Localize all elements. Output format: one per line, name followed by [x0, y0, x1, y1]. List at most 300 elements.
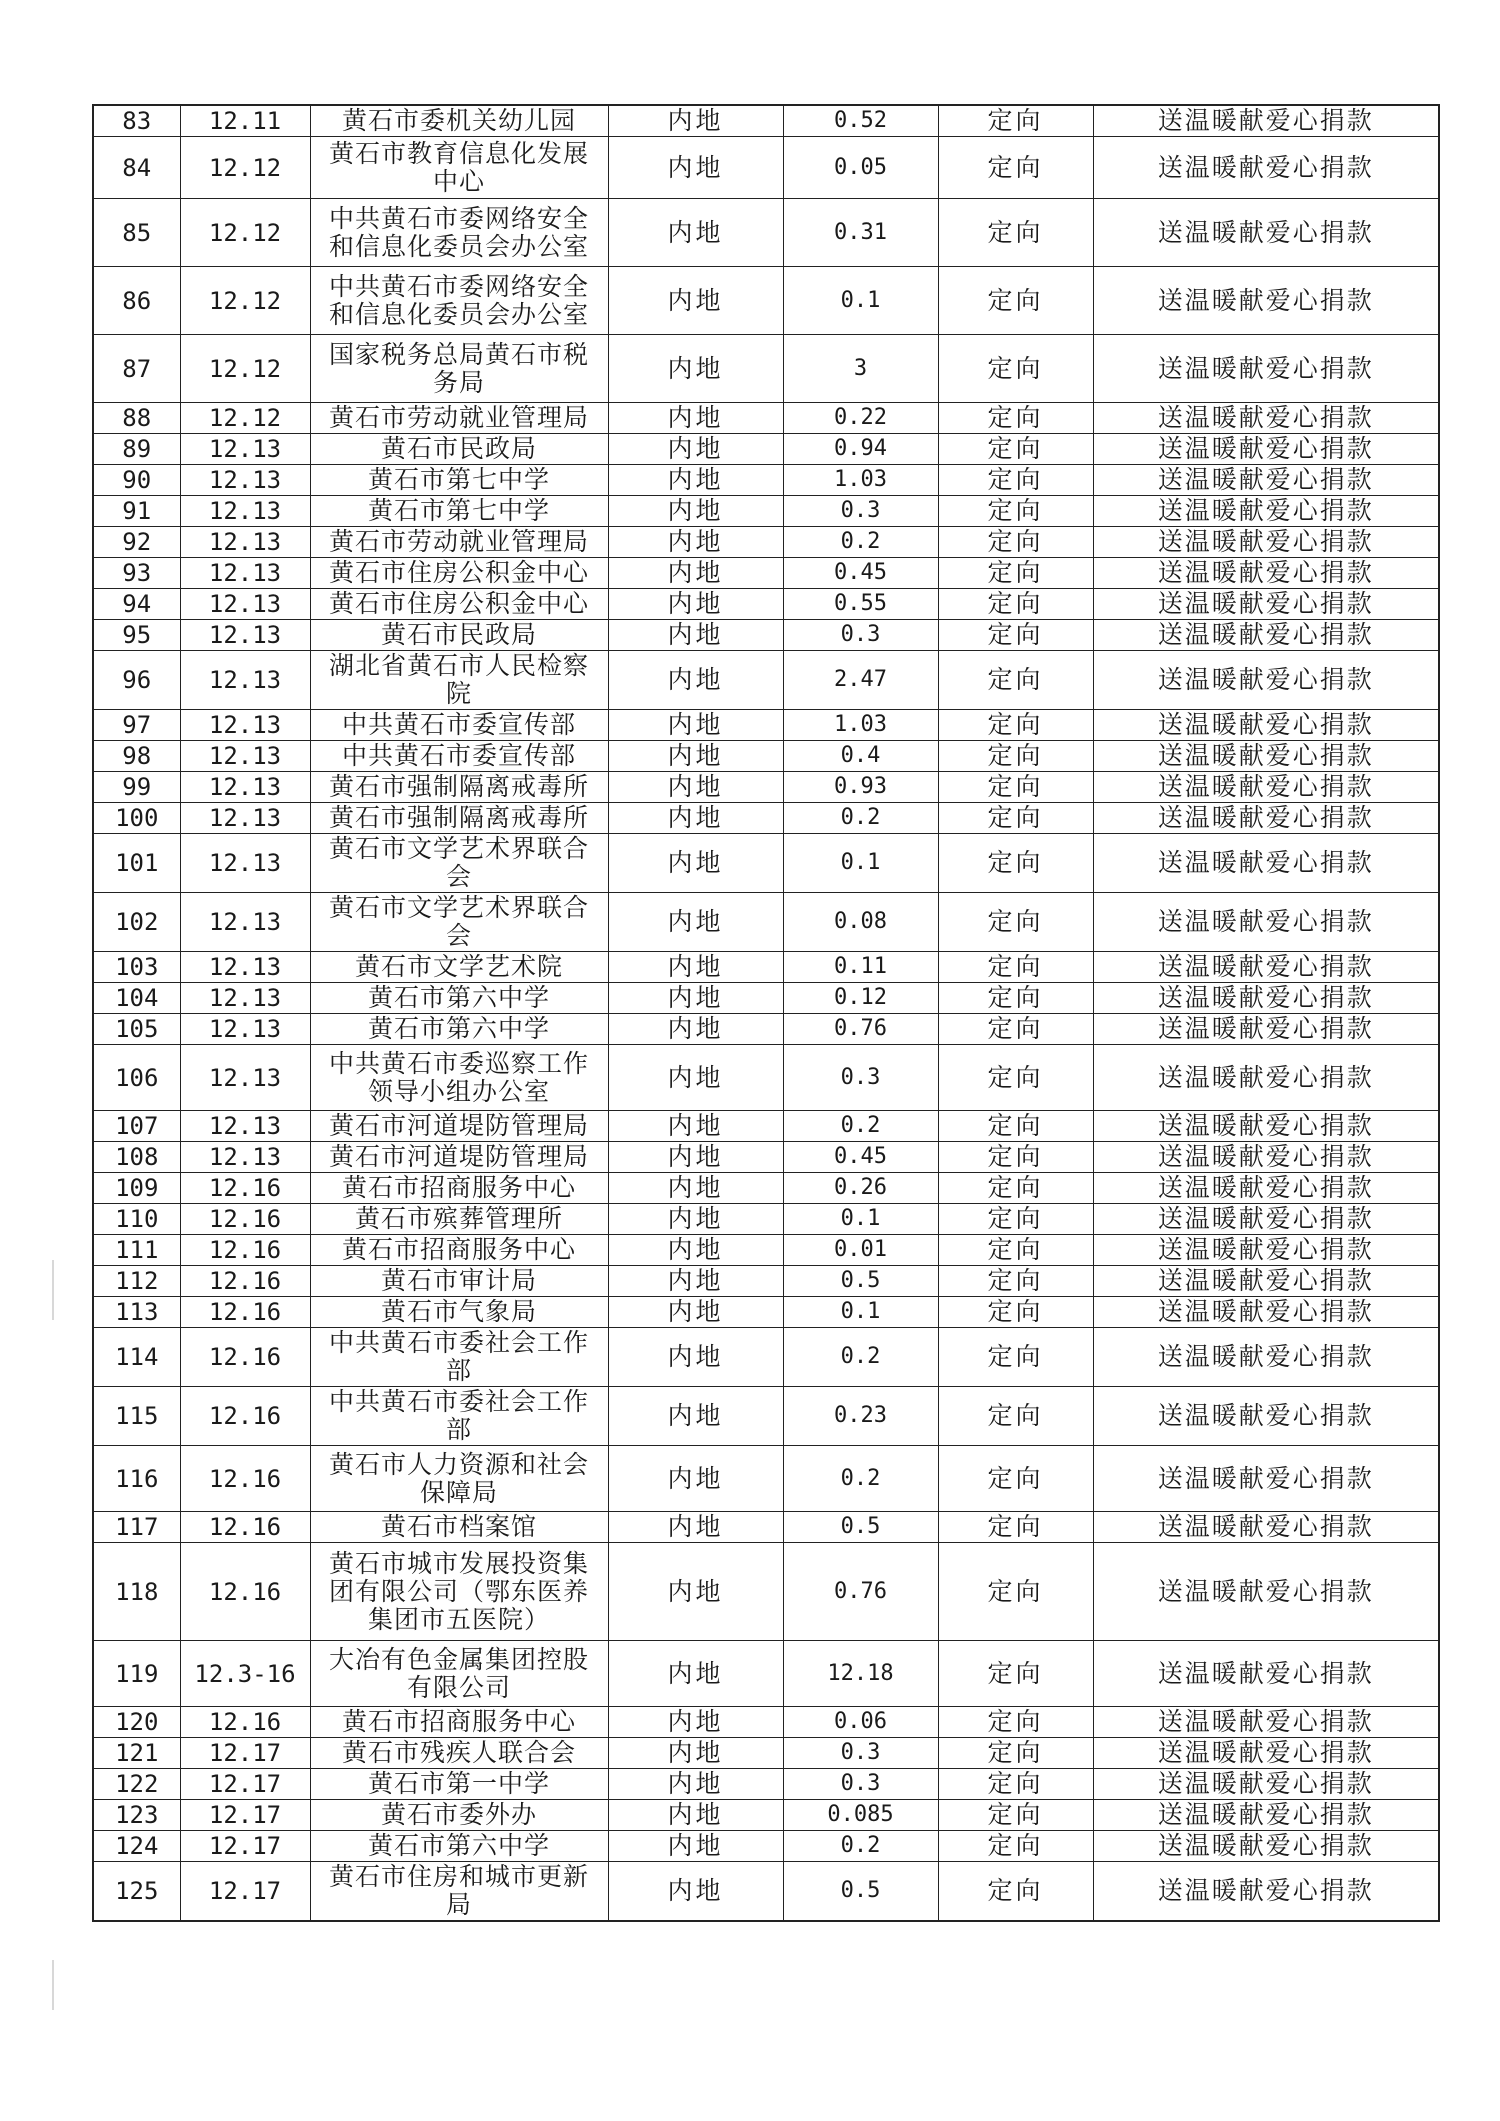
row-number-cell: 121	[93, 1738, 180, 1769]
donor-region-cell: 内地	[608, 651, 783, 710]
donor-unit-cell: 黄石市河道堤防管理局	[310, 1111, 608, 1142]
donor-region-cell: 内地	[608, 589, 783, 620]
donor-region-cell: 内地	[608, 335, 783, 403]
donation-type-cell: 定向	[938, 1142, 1093, 1173]
donation-amount-cell: 0.06	[783, 1707, 938, 1738]
donation-type-cell: 定向	[938, 620, 1093, 651]
donation-date-cell: 12.13	[180, 589, 310, 620]
donation-date-cell: 12.13	[180, 465, 310, 496]
row-number-cell: 98	[93, 741, 180, 772]
donation-purpose-cell: 送温暖献爱心捐款	[1093, 710, 1439, 741]
donation-date-cell: 12.16	[180, 1328, 310, 1387]
donation-purpose-cell: 送温暖献爱心捐款	[1093, 137, 1439, 199]
donation-amount-cell: 0.3	[783, 1045, 938, 1111]
donor-unit-cell: 黄石市第六中学	[310, 1831, 608, 1862]
donation-amount-cell: 3	[783, 335, 938, 403]
donor-region-cell: 内地	[608, 620, 783, 651]
donor-unit-cell: 黄石市强制隔离戒毒所	[310, 803, 608, 834]
donation-purpose-cell: 送温暖献爱心捐款	[1093, 1297, 1439, 1328]
donor-unit-cell: 黄石市劳动就业管理局	[310, 527, 608, 558]
donation-type-cell: 定向	[938, 1512, 1093, 1543]
donation-date-cell: 12.12	[180, 199, 310, 267]
donation-date-cell: 12.13	[180, 651, 310, 710]
donation-type-cell: 定向	[938, 1862, 1093, 1922]
donation-amount-cell: 0.22	[783, 403, 938, 434]
donation-date-cell: 12.13	[180, 710, 310, 741]
donation-amount-cell: 0.45	[783, 558, 938, 589]
donation-amount-cell: 0.3	[783, 496, 938, 527]
donor-region-cell: 内地	[608, 772, 783, 803]
donation-amount-cell: 1.03	[783, 710, 938, 741]
table-row	[93, 527, 1439, 558]
row-number-cell: 112	[93, 1266, 180, 1297]
row-number-cell: 101	[93, 834, 180, 893]
donor-unit-cell: 黄石市委机关幼儿园	[310, 105, 608, 137]
donation-date-cell: 12.13	[180, 527, 310, 558]
donation-amount-cell: 0.1	[783, 1297, 938, 1328]
donation-amount-cell: 0.085	[783, 1800, 938, 1831]
donation-purpose-cell: 送温暖献爱心捐款	[1093, 1641, 1439, 1707]
donation-type-cell: 定向	[938, 1738, 1093, 1769]
donation-purpose-cell: 送温暖献爱心捐款	[1093, 1204, 1439, 1235]
table-row	[93, 803, 1439, 834]
donation-amount-cell: 0.45	[783, 1142, 938, 1173]
donation-type-cell: 定向	[938, 1446, 1093, 1512]
row-number-cell: 96	[93, 651, 180, 710]
donation-type-cell: 定向	[938, 1707, 1093, 1738]
donor-unit-cell: 黄石市住房和城市更新局	[310, 1862, 608, 1922]
table-row	[93, 741, 1439, 772]
donor-region-cell: 内地	[608, 1235, 783, 1266]
donation-purpose-cell: 送温暖献爱心捐款	[1093, 1543, 1439, 1641]
donation-type-cell: 定向	[938, 335, 1093, 403]
donation-purpose-cell: 送温暖献爱心捐款	[1093, 1738, 1439, 1769]
row-number-cell: 124	[93, 1831, 180, 1862]
donor-region-cell: 内地	[608, 1045, 783, 1111]
donation-type-cell: 定向	[938, 496, 1093, 527]
donation-date-cell: 12.12	[180, 267, 310, 335]
row-number-cell: 116	[93, 1446, 180, 1512]
row-number-cell: 102	[93, 893, 180, 952]
donation-amount-cell: 0.76	[783, 1543, 938, 1641]
table-row	[93, 199, 1439, 267]
row-number-cell: 91	[93, 496, 180, 527]
donation-amount-cell: 0.3	[783, 620, 938, 651]
donor-region-cell: 内地	[608, 267, 783, 335]
donation-date-cell: 12.13	[180, 1142, 310, 1173]
donation-purpose-cell: 送温暖献爱心捐款	[1093, 527, 1439, 558]
donor-region-cell: 内地	[608, 893, 783, 952]
donation-amount-cell: 0.4	[783, 741, 938, 772]
donation-purpose-cell: 送温暖献爱心捐款	[1093, 496, 1439, 527]
donor-unit-cell: 黄石市文学艺术院	[310, 952, 608, 983]
donor-unit-cell: 中共黄石市委社会工作部	[310, 1328, 608, 1387]
donation-amount-cell: 0.5	[783, 1512, 938, 1543]
donation-date-cell: 12.16	[180, 1543, 310, 1641]
donor-unit-cell: 黄石市强制隔离戒毒所	[310, 772, 608, 803]
donation-type-cell: 定向	[938, 1266, 1093, 1297]
donation-type-cell: 定向	[938, 558, 1093, 589]
table-row	[93, 1266, 1439, 1297]
donor-unit-cell: 中共黄石市委宣传部	[310, 741, 608, 772]
donation-purpose-cell: 送温暖献爱心捐款	[1093, 465, 1439, 496]
donation-type-cell: 定向	[938, 1387, 1093, 1446]
table-row	[93, 1014, 1439, 1045]
donation-date-cell: 12.13	[180, 952, 310, 983]
table-row	[93, 651, 1439, 710]
donor-unit-cell: 黄石市招商服务中心	[310, 1173, 608, 1204]
donation-type-cell: 定向	[938, 105, 1093, 137]
row-number-cell: 115	[93, 1387, 180, 1446]
donor-region-cell: 内地	[608, 1111, 783, 1142]
table-row	[93, 137, 1439, 199]
donation-purpose-cell: 送温暖献爱心捐款	[1093, 1142, 1439, 1173]
donor-unit-cell: 黄石市住房公积金中心	[310, 558, 608, 589]
donation-amount-cell: 0.2	[783, 1446, 938, 1512]
donation-type-cell: 定向	[938, 1045, 1093, 1111]
donor-region-cell: 内地	[608, 983, 783, 1014]
donation-amount-cell: 0.55	[783, 589, 938, 620]
donor-unit-cell: 黄石市第七中学	[310, 496, 608, 527]
row-number-cell: 110	[93, 1204, 180, 1235]
table-row	[93, 105, 1439, 137]
donation-date-cell: 12.17	[180, 1862, 310, 1922]
table-row	[93, 1111, 1439, 1142]
donation-purpose-cell: 送温暖献爱心捐款	[1093, 1862, 1439, 1922]
donation-type-cell: 定向	[938, 1800, 1093, 1831]
donor-unit-cell: 国家税务总局黄石市税务局	[310, 335, 608, 403]
row-number-cell: 107	[93, 1111, 180, 1142]
donor-unit-cell: 黄石市城市发展投资集团有限公司（鄂东医养集团市五医院）	[310, 1543, 608, 1641]
donor-region-cell: 内地	[608, 741, 783, 772]
donation-type-cell: 定向	[938, 1328, 1093, 1387]
donation-type-cell: 定向	[938, 1014, 1093, 1045]
scan-edge-mark	[52, 1960, 54, 2010]
table-row	[93, 403, 1439, 434]
table-row	[93, 335, 1439, 403]
row-number-cell: 106	[93, 1045, 180, 1111]
donor-unit-cell: 黄石市民政局	[310, 434, 608, 465]
donor-unit-cell: 中共黄石市委宣传部	[310, 710, 608, 741]
donation-purpose-cell: 送温暖献爱心捐款	[1093, 558, 1439, 589]
donation-amount-cell: 0.12	[783, 983, 938, 1014]
donor-region-cell: 内地	[608, 834, 783, 893]
donor-region-cell: 内地	[608, 1173, 783, 1204]
donor-region-cell: 内地	[608, 465, 783, 496]
row-number-cell: 114	[93, 1328, 180, 1387]
donation-amount-cell: 0.26	[783, 1173, 938, 1204]
donation-purpose-cell: 送温暖献爱心捐款	[1093, 1111, 1439, 1142]
row-number-cell: 109	[93, 1173, 180, 1204]
donation-date-cell: 12.17	[180, 1738, 310, 1769]
donor-region-cell: 内地	[608, 1297, 783, 1328]
row-number-cell: 117	[93, 1512, 180, 1543]
row-number-cell: 99	[93, 772, 180, 803]
donor-region-cell: 内地	[608, 105, 783, 137]
donation-purpose-cell: 送温暖献爱心捐款	[1093, 1446, 1439, 1512]
table-row	[93, 1707, 1439, 1738]
donation-amount-cell: 0.11	[783, 952, 938, 983]
table-row	[93, 1641, 1439, 1707]
donation-purpose-cell: 送温暖献爱心捐款	[1093, 772, 1439, 803]
donation-amount-cell: 0.76	[783, 1014, 938, 1045]
donation-amount-cell: 0.5	[783, 1862, 938, 1922]
donor-region-cell: 内地	[608, 710, 783, 741]
donation-purpose-cell: 送温暖献爱心捐款	[1093, 1387, 1439, 1446]
donation-purpose-cell: 送温暖献爱心捐款	[1093, 1707, 1439, 1738]
donation-purpose-cell: 送温暖献爱心捐款	[1093, 834, 1439, 893]
donation-purpose-cell: 送温暖献爱心捐款	[1093, 651, 1439, 710]
donation-date-cell: 12.13	[180, 558, 310, 589]
donor-unit-cell: 黄石市委外办	[310, 1800, 608, 1831]
donation-purpose-cell: 送温暖献爱心捐款	[1093, 741, 1439, 772]
row-number-cell: 88	[93, 403, 180, 434]
donation-purpose-cell: 送温暖献爱心捐款	[1093, 589, 1439, 620]
donation-type-cell: 定向	[938, 1173, 1093, 1204]
donation-amount-cell: 0.01	[783, 1235, 938, 1266]
donor-unit-cell: 黄石市第七中学	[310, 465, 608, 496]
row-number-cell: 89	[93, 434, 180, 465]
row-number-cell: 86	[93, 267, 180, 335]
donation-date-cell: 12.12	[180, 137, 310, 199]
donation-ledger-table	[92, 104, 1440, 1922]
donor-unit-cell: 黄石市招商服务中心	[310, 1235, 608, 1266]
donation-type-cell: 定向	[938, 1204, 1093, 1235]
donation-amount-cell: 0.3	[783, 1738, 938, 1769]
table-row	[93, 1769, 1439, 1800]
donation-purpose-cell: 送温暖献爱心捐款	[1093, 1800, 1439, 1831]
donor-region-cell: 内地	[608, 1707, 783, 1738]
donor-unit-cell: 黄石市民政局	[310, 620, 608, 651]
donor-unit-cell: 黄石市第一中学	[310, 1769, 608, 1800]
donor-unit-cell: 中共黄石市委网络安全和信息化委员会办公室	[310, 267, 608, 335]
row-number-cell: 118	[93, 1543, 180, 1641]
donation-amount-cell: 0.2	[783, 1111, 938, 1142]
donation-amount-cell: 0.2	[783, 1328, 938, 1387]
donation-date-cell: 12.13	[180, 983, 310, 1014]
donation-type-cell: 定向	[938, 834, 1093, 893]
donation-purpose-cell: 送温暖献爱心捐款	[1093, 403, 1439, 434]
donor-unit-cell: 湖北省黄石市人民检察院	[310, 651, 608, 710]
donation-purpose-cell: 送温暖献爱心捐款	[1093, 1235, 1439, 1266]
donor-unit-cell: 黄石市气象局	[310, 1297, 608, 1328]
donor-unit-cell: 黄石市招商服务中心	[310, 1707, 608, 1738]
donor-region-cell: 内地	[608, 558, 783, 589]
donation-amount-cell: 0.52	[783, 105, 938, 137]
donor-unit-cell: 黄石市住房公积金中心	[310, 589, 608, 620]
donor-region-cell: 内地	[608, 1862, 783, 1922]
table-row	[93, 620, 1439, 651]
donation-type-cell: 定向	[938, 1769, 1093, 1800]
row-number-cell: 123	[93, 1800, 180, 1831]
table-row	[93, 434, 1439, 465]
donor-unit-cell: 黄石市第六中学	[310, 1014, 608, 1045]
donation-type-cell: 定向	[938, 199, 1093, 267]
donation-purpose-cell: 送温暖献爱心捐款	[1093, 105, 1439, 137]
donation-purpose-cell: 送温暖献爱心捐款	[1093, 434, 1439, 465]
row-number-cell: 95	[93, 620, 180, 651]
donor-unit-cell: 黄石市河道堤防管理局	[310, 1142, 608, 1173]
table-row	[93, 1831, 1439, 1862]
donation-date-cell: 12.13	[180, 620, 310, 651]
donor-region-cell: 内地	[608, 1014, 783, 1045]
donation-amount-cell: 0.2	[783, 1831, 938, 1862]
donor-unit-cell: 黄石市殡葬管理所	[310, 1204, 608, 1235]
row-number-cell: 111	[93, 1235, 180, 1266]
donor-unit-cell: 黄石市人力资源和社会保障局	[310, 1446, 608, 1512]
table-row	[93, 983, 1439, 1014]
donation-amount-cell: 0.93	[783, 772, 938, 803]
donation-date-cell: 12.13	[180, 1014, 310, 1045]
donor-region-cell: 内地	[608, 1738, 783, 1769]
table-row	[93, 1328, 1439, 1387]
ledger-body	[93, 105, 1439, 1921]
donation-type-cell: 定向	[938, 983, 1093, 1014]
row-number-cell: 119	[93, 1641, 180, 1707]
row-number-cell: 97	[93, 710, 180, 741]
donor-region-cell: 内地	[608, 527, 783, 558]
donation-type-cell: 定向	[938, 1831, 1093, 1862]
donation-date-cell: 12.13	[180, 803, 310, 834]
donation-amount-cell: 0.5	[783, 1266, 938, 1297]
donation-type-cell: 定向	[938, 137, 1093, 199]
row-number-cell: 105	[93, 1014, 180, 1045]
donor-unit-cell: 黄石市文学艺术界联合会	[310, 893, 608, 952]
table-row	[93, 1446, 1439, 1512]
donor-unit-cell: 黄石市档案馆	[310, 1512, 608, 1543]
donation-type-cell: 定向	[938, 465, 1093, 496]
donation-purpose-cell: 送温暖献爱心捐款	[1093, 983, 1439, 1014]
donation-type-cell: 定向	[938, 1111, 1093, 1142]
donation-amount-cell: 1.03	[783, 465, 938, 496]
row-number-cell: 87	[93, 335, 180, 403]
donation-date-cell: 12.17	[180, 1769, 310, 1800]
donor-region-cell: 内地	[608, 803, 783, 834]
donation-date-cell: 12.13	[180, 1045, 310, 1111]
donation-amount-cell: 0.1	[783, 1204, 938, 1235]
table-row	[93, 465, 1439, 496]
donation-amount-cell: 0.94	[783, 434, 938, 465]
table-row	[93, 834, 1439, 893]
donation-date-cell: 12.17	[180, 1831, 310, 1862]
scan-edge-mark	[52, 1260, 54, 1320]
donation-type-cell: 定向	[938, 527, 1093, 558]
table-row	[93, 1800, 1439, 1831]
table-row	[93, 1173, 1439, 1204]
donation-date-cell: 12.13	[180, 434, 310, 465]
donation-amount-cell: 0.3	[783, 1769, 938, 1800]
donation-type-cell: 定向	[938, 1543, 1093, 1641]
donation-purpose-cell: 送温暖献爱心捐款	[1093, 1173, 1439, 1204]
donation-date-cell: 12.13	[180, 496, 310, 527]
row-number-cell: 113	[93, 1297, 180, 1328]
row-number-cell: 92	[93, 527, 180, 558]
donation-amount-cell: 0.05	[783, 137, 938, 199]
table-row	[93, 1204, 1439, 1235]
donor-region-cell: 内地	[608, 952, 783, 983]
donor-region-cell: 内地	[608, 199, 783, 267]
donation-type-cell: 定向	[938, 952, 1093, 983]
row-number-cell: 94	[93, 589, 180, 620]
row-number-cell: 103	[93, 952, 180, 983]
donor-region-cell: 内地	[608, 1512, 783, 1543]
donation-type-cell: 定向	[938, 651, 1093, 710]
donation-purpose-cell: 送温暖献爱心捐款	[1093, 1512, 1439, 1543]
donation-type-cell: 定向	[938, 1641, 1093, 1707]
donation-date-cell: 12.12	[180, 335, 310, 403]
row-number-cell: 83	[93, 105, 180, 137]
donor-unit-cell: 大冶有色金属集团控股有限公司	[310, 1641, 608, 1707]
table-row	[93, 1235, 1439, 1266]
donor-unit-cell: 黄石市文学艺术界联合会	[310, 834, 608, 893]
table-row	[93, 496, 1439, 527]
table-row	[93, 1738, 1439, 1769]
donation-date-cell: 12.16	[180, 1235, 310, 1266]
donation-purpose-cell: 送温暖献爱心捐款	[1093, 952, 1439, 983]
row-number-cell: 93	[93, 558, 180, 589]
donation-type-cell: 定向	[938, 1297, 1093, 1328]
donation-amount-cell: 0.2	[783, 527, 938, 558]
table-row	[93, 1297, 1439, 1328]
donation-type-cell: 定向	[938, 267, 1093, 335]
donor-region-cell: 内地	[608, 1328, 783, 1387]
donor-region-cell: 内地	[608, 1142, 783, 1173]
donation-purpose-cell: 送温暖献爱心捐款	[1093, 199, 1439, 267]
donor-unit-cell: 中共黄石市委社会工作部	[310, 1387, 608, 1446]
donation-amount-cell: 0.1	[783, 267, 938, 335]
donation-amount-cell: 0.2	[783, 803, 938, 834]
row-number-cell: 84	[93, 137, 180, 199]
donor-unit-cell: 中共黄石市委网络安全和信息化委员会办公室	[310, 199, 608, 267]
donation-date-cell: 12.16	[180, 1297, 310, 1328]
donation-amount-cell: 0.1	[783, 834, 938, 893]
table-row	[93, 952, 1439, 983]
donation-date-cell: 12.11	[180, 105, 310, 137]
table-row	[93, 1387, 1439, 1446]
donor-region-cell: 内地	[608, 1266, 783, 1297]
row-number-cell: 100	[93, 803, 180, 834]
donor-region-cell: 内地	[608, 1800, 783, 1831]
donor-region-cell: 内地	[608, 1769, 783, 1800]
donor-unit-cell: 黄石市残疾人联合会	[310, 1738, 608, 1769]
donor-region-cell: 内地	[608, 403, 783, 434]
donation-date-cell: 12.16	[180, 1707, 310, 1738]
table-row	[93, 1543, 1439, 1641]
donation-purpose-cell: 送温暖献爱心捐款	[1093, 267, 1439, 335]
table-row	[93, 893, 1439, 952]
donation-date-cell: 12.13	[180, 1111, 310, 1142]
donation-purpose-cell: 送温暖献爱心捐款	[1093, 620, 1439, 651]
donation-type-cell: 定向	[938, 772, 1093, 803]
donation-type-cell: 定向	[938, 741, 1093, 772]
row-number-cell: 104	[93, 983, 180, 1014]
table-row	[93, 589, 1439, 620]
donor-unit-cell: 黄石市教育信息化发展中心	[310, 137, 608, 199]
donation-purpose-cell: 送温暖献爱心捐款	[1093, 1045, 1439, 1111]
table-row	[93, 1862, 1439, 1922]
donor-region-cell: 内地	[608, 137, 783, 199]
donation-amount-cell: 2.47	[783, 651, 938, 710]
donation-amount-cell: 0.08	[783, 893, 938, 952]
donation-date-cell: 12.13	[180, 741, 310, 772]
donation-purpose-cell: 送温暖献爱心捐款	[1093, 1328, 1439, 1387]
table-row	[93, 710, 1439, 741]
donor-unit-cell: 黄石市第六中学	[310, 983, 608, 1014]
donor-region-cell: 内地	[608, 1831, 783, 1862]
table-row	[93, 558, 1439, 589]
row-number-cell: 85	[93, 199, 180, 267]
table-row	[93, 267, 1439, 335]
